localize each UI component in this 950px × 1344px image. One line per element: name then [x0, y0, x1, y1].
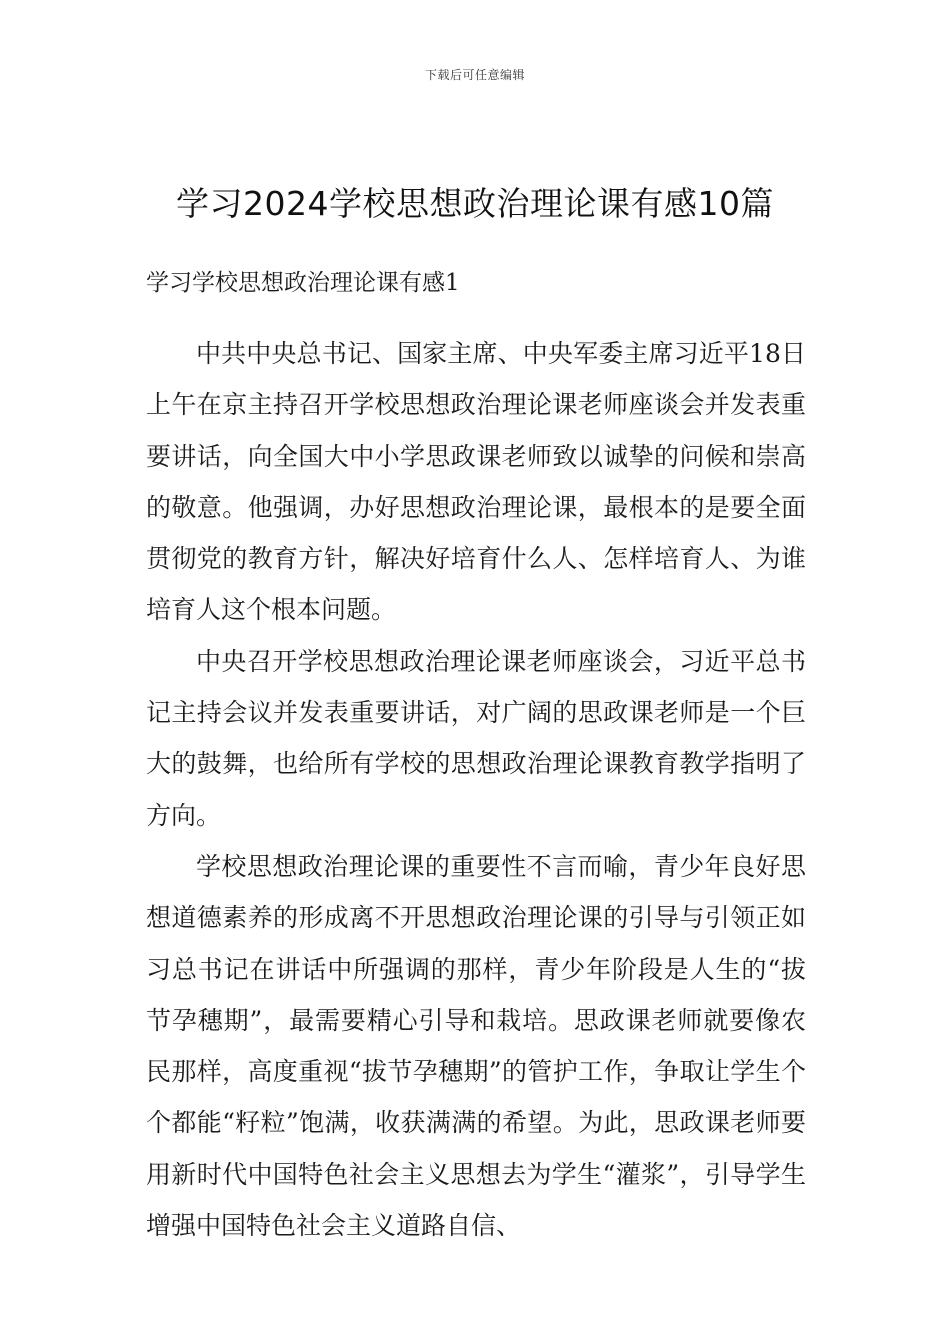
body-text — [146, 328, 806, 1251]
paragraph: 中共中央总书记、国家主席、中央军委主席习近平18日上午在京主持召开学校思想政治理论课老师座谈会并发表重要讲话，向全国大中小学思政课老师致以诚挚的问候和崇高的敬意。他强调，办好思想政治理论课，最根本的是要全面贯彻党的教育方针，解决好培育什么人、怎样培育人、为谁培育人这个根本问题。 — [146, 339, 806, 625]
document-title: 学习2024学校思想政治理论课有感10篇 — [176, 184, 774, 223]
paragraph: 中央召开学校思想政治理论课老师座谈会，习近平总书记主持会议并发表重要讲话，对广阔的思政课老师是一个巨大的鼓舞，也给所有学校的思想政治理论课教育教学指明了方向。 — [146, 646, 806, 830]
header-note: 下载后可任意编辑 — [424, 68, 525, 82]
paragraph: 学校思想政治理论课的重要性不言而喻，青少年良好思想道德素养的形成离不开思想政治理论课的引导与引领正如习总书记在讲话中所强调的那样，青少年阶段是人生的“拔节孕穗期”，最需要精心引导和栽培。思政课老师就要像农民那样，高度重视“拔节孕穗期”的管护工作，争取让学生个个都能“籽粒”饱满，收获满满的希望。为此，思政课老师要用新时代中国特色社会主义思想去为学生“灌浆”，引导学生增强中国特色社会主义道路自信、 — [146, 851, 806, 1241]
section-heading: 学习学校思想政治理论课有感1 — [146, 270, 460, 296]
